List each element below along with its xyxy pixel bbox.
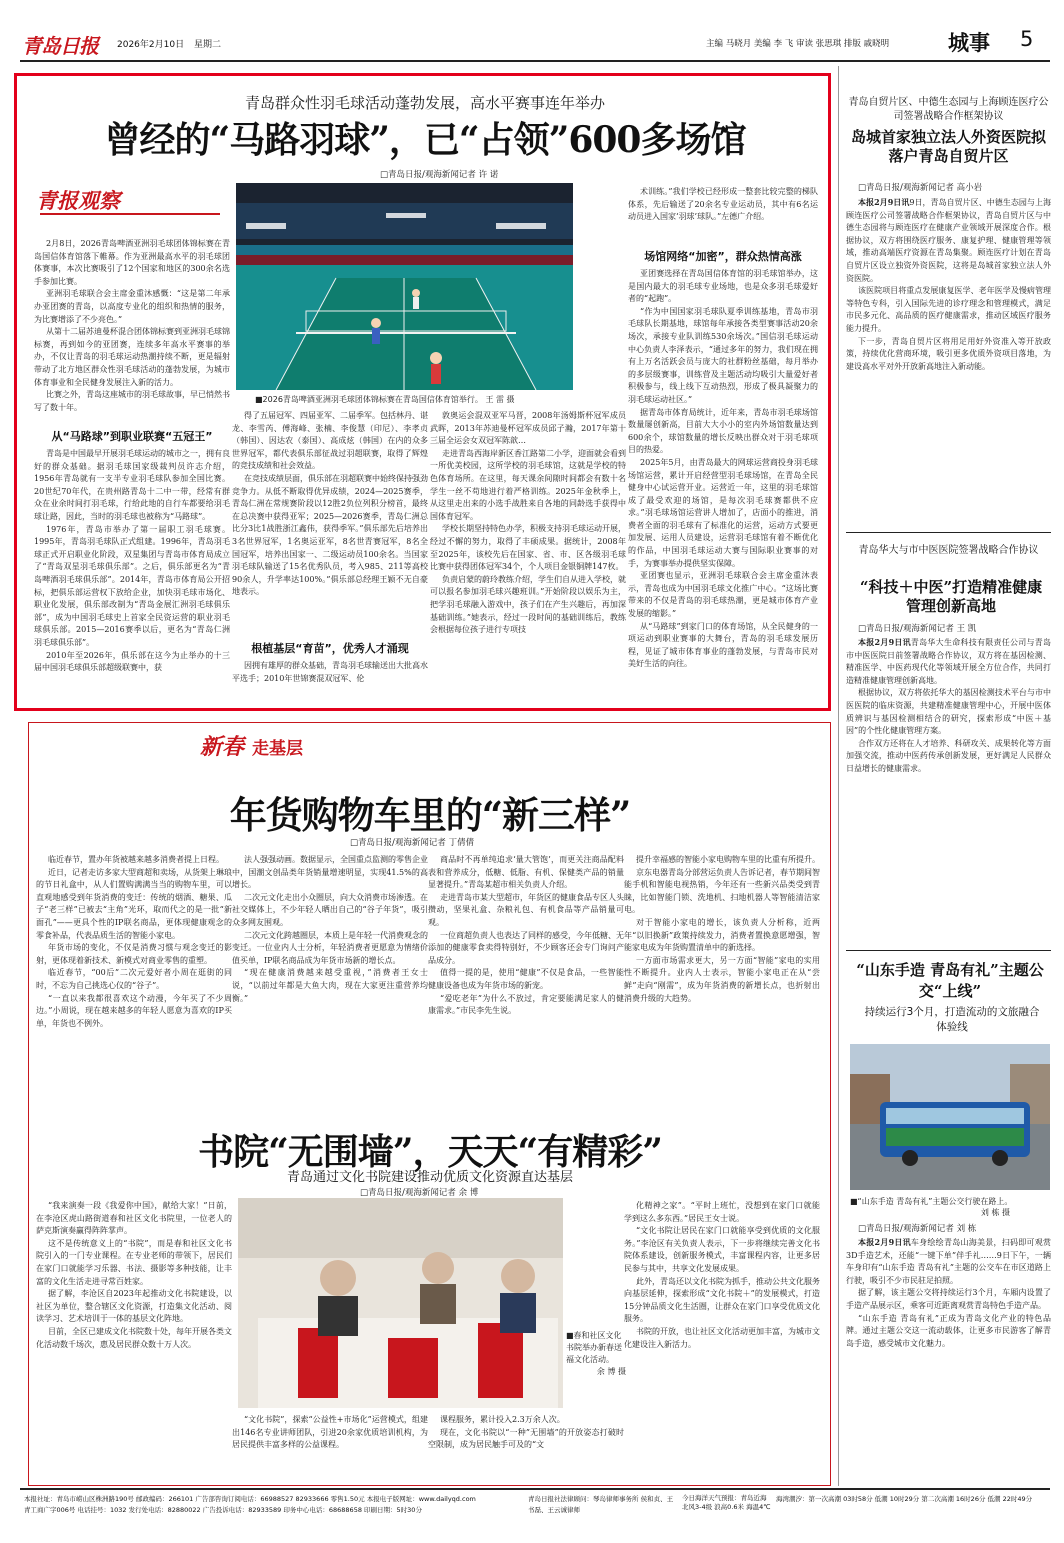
paragraph: 二次元文化跨越圈层，本质上是年轻一代消费观念的变迁。一位业内人士分析，年轻消费者更愿意为情绪价值买单，IP联名商品成为年货市场新的增长点。: [232, 930, 428, 965]
paragraph: 该医院项目将重点发展康复医学、老年医学及慢病管理等特色专科，引入国际先进的诊疗理念和管理模式，满足市民多元化、高品质的医疗健康需求，推动区域医疗服务能力提升。: [846, 286, 1051, 333]
paragraph: “文化书院让居民在家门口就能享受到优质的文化服务。”李沧区有关负责人表示，下一步将继续完善文化书院体系建设，创新服务模式，丰富课程内容，让更多居民参与其中，共享文化发展成果。: [624, 1226, 820, 1273]
hospital-byline: □青岛日报/观海新闻记者 王 凯: [858, 624, 977, 634]
paragraph: 车身绘绘青岛山海美景，扫码即可观赏3D手造艺术，还能“一键下单”伴手礼……9日下午，一辆车身印有“山东手造 青岛有礼”主题的公交车在市区道路上行驶，吸引不少市民驻足拍照。: [846, 1238, 1051, 1285]
paragraph: 根据协议，双方将依托华大的基因检测技术平台与市中医医院的临床资源，共建精准健康管理中心，开展中医体质辨识与基因检测相结合的研究，探索形成“中医＋基因”的个性化健康管理方案。: [846, 688, 1051, 736]
dateline: 本报2月9日讯: [858, 1237, 911, 1247]
lead-subhead-2: 根植基层“育苗”，优秀人才涌现: [251, 642, 409, 655]
paragraph: 得了五届冠军、四届亚军、二届季军。包括林丹、谌龙、李雪芮、傅海峰、张楠、李俊慧（印尼）、李孝贞（韩国）、因达农（泰国）、高成炫（韩国）在内的众多世界冠军，都代表俱乐部征战过羽超联赛，取得了辉煌的竞技成绩和社会效益。: [232, 411, 428, 471]
dateline: 本报2月9日讯: [858, 197, 910, 207]
spring-column-logo: [200, 730, 380, 762]
ftz-pre-title: 青岛自贸片区、中德生态园与上海顾连医疗公司签署战略合作框架协议: [848, 97, 1049, 122]
lead-col-1: [34, 238, 230, 418]
paragraph: 1976年，青岛市举办了第一届职工羽毛球赛。1995年，青岛羽毛球队正式组建。1996年，青岛羽毛球正式开启职业化阶段，双星集团与青岛市体育局成立了“青岛双星羽毛球俱乐部”。之后，俱乐部更名为“青岛啤酒羽毛球俱乐部”。2014年，青岛市体育局公开招标，把俱乐部运营权下放给企业，加快羽毛球市场化、职业化发展，俱乐部改制为“青岛金展汇洲羽毛球俱乐部”，成为中国羽毛球史上首家全民资运营的职业羽毛球俱乐部。2015—2016赛季以后，更名为“青岛仁洲羽毛球俱乐部”。: [34, 524, 230, 647]
paragraph: 临近春节，置办年货被越来越多消费者提上日程。: [48, 855, 224, 864]
paragraph: “我来演奏一段《我爱你中国》，献给大家！”日前，在李沧区虎山路街道春和社区文化书院里，一位老人的萨克斯演奏赢得阵阵掌声。: [36, 1201, 232, 1236]
bus-subtitle: 持续运行3个月，打造流动的文旅融合体验线: [864, 1006, 1040, 1033]
lead-col-2: [232, 410, 428, 625]
caption-text: ■春和社区文化书院举办新春送福文化活动。: [566, 1331, 622, 1364]
hospital-body: [846, 636, 1051, 944]
lead-subhead-1: 从“马路球”到职业联赛“五冠王”: [51, 430, 213, 443]
paragraph: 9日，青岛自贸片区、中德生态园与上海顾连医疗公司签署战略合作框架协议，青岛自贸片区与中德生态园将与顾连医疗在健康产业领域开展深度合作。根据协议，双方将围绕医疗服务、康复护理、健康管理等领域，推动高端医疗资源在青岛集聚。顾连医疗计划在青岛自贸片区设立独资外资医院，这将是岛城首家独立法人外资医院。: [846, 198, 1051, 283]
lead-kicker: 青岛群众性羽毛球活动蓬勃发展，高水平赛事连年举办: [244, 94, 605, 112]
column-logo-underline: [40, 213, 220, 215]
library-col-1: [36, 1200, 232, 1480]
paragraph: 青岛是中国最早开展羽毛球运动的城市之一，拥有良好的群众基础。据羽毛球国家级裁判员许志介绍，1956年青岛就有一支半专业羽毛球队参加全国比赛。20世纪70年代，在贵州路青岛十二中一带，经常有群众在业余时间打羽毛球，行给此地的自行车都要给羽毛球让路，因此，当时的羽毛球也被称为“马路球”。: [34, 449, 230, 521]
ftz-byline: □青岛日报/观海新闻记者 高小岩: [858, 183, 983, 193]
bus-headline: “山东手造 青岛有礼”主题公交“上线”: [856, 961, 1044, 1000]
footer-line-2: 青工商广字006号 电话挂号：1032 发行处电话：82880022 广告投诉电话：82933589 印务中心电话：68688658 印刷日期：5时30分: [24, 1506, 422, 1514]
paragraph: 化精神之家”。“平时上班忙，没想到在家门口就能学到这么多东西。”居民王女士说。: [624, 1201, 820, 1223]
paragraph: 亚洲羽毛球联合会主席金重沐感慨：“这是第二年承办亚团赛的青岛，以高度专业化的组织和热情的服务，为比赛增添了不少亮色。”: [34, 289, 230, 324]
spring-col-2: [232, 854, 428, 1114]
newspaper-logo: 青岛日报: [22, 34, 98, 58]
paragraph: 二次元文化走出小众圈层，向大众消费市场渗透。在社交媒体上，不少年轻人晒出自己的“谷子年货”，吸引众多网友围观。: [232, 892, 428, 927]
paragraph: 此外，青岛还以文化书院为抓手，推动公共文化服务向基层延伸，探索形成“文化书院＋”的发展模式，打造15分钟品质文化生活圈，让群众在家门口享受优质文化服务。: [624, 1276, 820, 1324]
bus-photo-caption: [850, 1196, 1050, 1218]
page-number: 5: [1020, 27, 1034, 51]
paragraph: 现在，文化书院以“一种”无围墙”的开放姿态打破时空限制，成为居民触手可及的“文: [428, 1427, 624, 1450]
paragraph: 提升幸福感的智能小家电购物车里的比重有所提升。: [636, 855, 820, 864]
paragraph: 2月8日，2026青岛啤酒亚洲羽毛球团体锦标赛在青岛国信体育馆落下帷幕。作为亚洲最高水平的羽毛球团体赛事，本次比赛吸引了12个国家和地区的300余名选手参加比赛。: [34, 239, 230, 286]
caption-text: ■“山东手造 青岛有礼”主题公交行驶在路上。: [850, 1197, 1013, 1206]
paragraph: 近日，记者走访多家大型商超和卖场，从货架上琳琅的节日礼盒中，从人们置购满满当当的购物车里，可以直观地感受到年货消费的变迁：传统的烟酒、糖果、瓜子“老三样”已被去“主角”光环，取而代之的是一批“新面孔”——更具个性的IP联名商品，更体现健康观念的零食补品，代表品质生活的智能小家电。: [36, 867, 232, 940]
paragraph: 学校长期坚持特色办学，积极支持羽毛球运动开展，经过不懈的努力，取得了丰硕成果。据统计，2008年至2025年，该校先后在国家、省、市、区各级羽毛球比赛中获得团体冠军34个，个人项目金银铜牌147枚。: [430, 524, 626, 572]
lead-byline: □青岛日报/观海新闻记者 许 诺: [380, 170, 499, 180]
footer-legal: 青岛日报社法律顾问：琴岛律师事务所 侯和贞、王书磊、王云诚律师: [528, 1495, 674, 1514]
paragraph: 亚团赛也显示，亚洲羽毛球联合会主席金重沐表示，青岛也成为中国羽毛球文化推广中心。“这场比赛带来的不仅是青岛的羽毛球热潮，更是城市体育产业发展的缩影。”: [628, 571, 818, 619]
spring-headline: 年货购物车里的“新三样”: [229, 793, 631, 837]
lead-subhead-3: 场馆网络“加密”，群众热情高涨: [644, 250, 802, 263]
ftz-headline: 岛城首家独立法人外资医院拟落户青岛自贸片区: [850, 128, 1046, 165]
library-byline: □青岛日报/观海新闻记者 余 博: [360, 1188, 479, 1198]
paragraph: 书院的开放，也让社区文化活动更加丰富，为城市文化建设注入新活力。: [624, 1326, 820, 1349]
column-logo-text: 青报观察: [36, 188, 120, 213]
paragraph: 2025年5月，由青岛最大的网球运营商投身羽毛球场馆运营，累计开启经营型羽毛球场馆，在青岛全民健身中心试运营开业。运营近一年，这里的羽毛球馆成了最受欢迎的场馆，是每次羽毛球赛都供不应求。”羽毛球场馆运营讲人增加了，店面小的推进，消费者全面的羽毛球有了标准化的运营，运动方式要更加发展、运用人员建设，运营羽毛球馆有着不断优化的作品，中国羽毛球运动大赛与国际职业赛事的对手，为赛事举办提供坚实保障。: [628, 457, 818, 568]
dateline: 本报2月9日讯: [858, 637, 911, 647]
sidebar-rule-1: [846, 532, 1051, 533]
ftz-body: [846, 196, 1051, 526]
paragraph: 亚团赛选择在青岛国信体育馆的羽毛球馆举办，这是国内最大的羽毛球专业场地，也是众多羽毛球爱好者的“起跑”。: [628, 269, 818, 304]
photo-credit: 余 博 摄: [596, 1367, 626, 1376]
paragraph: “现在健康消费越来越受重视，”消费者王女士说，“以前过年都是大鱼大肉，现在大家更注重营养均衡。”: [232, 968, 428, 1003]
paragraph: 从“马路球”到家门口的体育场馆，从全民健身的一项运动到职业赛事的大舞台，青岛的羽毛球发展历程，见证了城市体育事业的蓬勃发展，与青岛市民对美好生活的向往。: [628, 621, 818, 669]
sidebar-rule-2: [846, 950, 1051, 951]
paragraph: 负责启蒙的蔚玲教练介绍，学生们自从进入学校，就可以报名参加羽毛球兴趣班训。”开始阶段以娱乐为主，把学羽毛球融入游戏中，孩子们在产生兴趣后，再加深基础训练。”她表示，经过一段时间的基础训练后，教练会根据每位孩子进行专项技: [430, 574, 626, 635]
paragraph: 一位商超负责人也表达了同样的感受，今年低糖、无添加的健康零食卖得特别好，不少顾客还会专门询问产品成分。: [428, 930, 624, 965]
lead-headline: 曾经的“马路羽球”，已“占领”600多场馆: [104, 119, 746, 161]
paragraph: 走进青岛市某大型超市，年货区的健康食品专区人头攒动，坚果礼盒、杂粮礼包、有机食品等产品销量可观。: [428, 892, 624, 927]
issue-weekday: 星期二: [194, 40, 222, 50]
paragraph: 合作双方还将在人才培养、科研攻关、成果转化等方面加强交流，推动中医药传承创新发展，更好满足人民群众日益增长的健康需求。: [846, 738, 1051, 773]
issue-date: 2026年2月10日: [117, 40, 185, 50]
paragraph: “作为中国国家羽毛球队夏季训练基地，青岛市羽毛球队长期基地，球馆每年承接各类型赛事活动20余场次，承接专业队训练530余场次。”国信羽毛球运动中心负责人李泽表示，“通过多年的努力，我们现在拥有上万名活跃会员与庞大的社群粉丝基础，每月举办的多层级赛事，训练营及主题活动均吸引大量爱好者积极参与，线上线下互动热烈，形成了极具凝聚力的羽毛球运动社区。”: [628, 306, 818, 404]
paragraph: 青岛华大生命科技有限责任公司与青岛市中医医院日前签署战略合作协议，双方将在基因检测、精准医学、中医药现代化等领域开展全方位合作，共同打造精准健康管理创新高地。: [846, 638, 1051, 685]
spring-byline: □青岛日报/观海新闻记者 丁倩倩: [350, 838, 475, 848]
library-subtitle: 青岛通过文化书院建设推动优质文化资源直达基层: [286, 1170, 573, 1185]
lead-col-4b: [628, 268, 818, 700]
hospital-pre-title: 青岛华大与市中医医院签署战略合作协议: [858, 545, 1039, 556]
spring-logo-a: 新春: [200, 734, 245, 760]
paragraph: 目前，全区已建成文化书院数十处，每年开展各类文化活动数千场次，惠及居民群众数十万人次。: [36, 1326, 232, 1349]
library-photo: [238, 1198, 563, 1408]
paragraph: “文化书院”，探索“公益性+市场化”运营模式，组建出146名专业讲师团队，引进20余家优质培训机构，为居民提供丰富多样的公益课程。: [232, 1415, 428, 1450]
paragraph: 比赛之外，青岛这座城市的羽毛球故事，早已悄然书写了数十年。: [34, 390, 230, 412]
paragraph: 敦奥运会混双亚军马晋，2008年汤姆斯杯冠军成员武晖，2013年苏迪曼杯冠军成员邱子瀚，2017年第十三届全运会女双冠军陈歆…: [430, 411, 626, 446]
footer-rule: [20, 1488, 1050, 1490]
paragraph: 据青岛市体育局统计，近年来，青岛市羽毛球场馆数量屡创新高，目前大大小小的室内外场馆数量达到600余个，球馆数量的增长反映出群众对于羽毛球项目的热爱。: [628, 407, 818, 455]
lead-col-3: [430, 410, 626, 700]
bus-photo: [850, 1044, 1050, 1190]
editor-credits: 主编 马晓月 美编 李 飞 审读 张思琪 排版 戚晓明: [706, 39, 890, 49]
paragraph: “一直以来我都很喜欢这个动漫，今年买了不少周边。”小周说，现在越来越多的年轻人愿意为喜欢的IP买单，年货也不例外。: [36, 993, 232, 1028]
bus-body: [846, 1236, 1051, 1480]
sidebar-divider: [838, 66, 839, 1486]
footer-info: [24, 1494, 524, 1516]
library-photo-caption: [566, 1330, 626, 1378]
paragraph: 从第十二届苏迪曼杯混合团体锦标赛到亚洲羽毛球锦标赛，再到如今的亚团赛，连续多年高水平赛事的举办，不仅让青岛的羽毛球运动热潮持续不断，更是辐射带动了北方地区群众性羽毛球活动的蓬勃发展，为城市体育事业和全民健身发展注入新的活力。: [34, 327, 230, 387]
paragraph: 据了解，李沧区自2023年起推动文化书院建设，以社区为单位，整合辖区文化资源，打造集文化活动、阅读学习、艺术培训于一体的基层文化阵地。: [36, 1289, 232, 1324]
lead-col-4: [628, 186, 818, 238]
paragraph: 在竞技成绩层面，俱乐部在羽超联赛中始终保持强劲竞争力。从低不断取得优异成绩，2024—2025赛季，青岛仁洲在常规赛阶段以12胜2负位列积分榜首，最终在总决赛中获得亚军；2025—2026赛季，青岛仁洲总比分3比1战胜浙江鑫伟，获得季军。”俱乐部先后培养出3名世界冠军，1名奥运亚军，8名世青赛冠军，8名全国冠军，培养出国家一、二级运动员100余名。当国家羽毛球队输送了15名优秀队员，考入985、211等高校90余人，升学率达100%。”俱乐部总经理王颖不无自豪地表示。: [232, 473, 428, 597]
paragraph: “山东手造 青岛有礼”正成为青岛文化产业的特色品牌。通过主题公交这一流动载体，让更多市民游客了解青岛手造，感受城市文化魅力。: [846, 1313, 1051, 1348]
lead-photo-caption: ■2026青岛啤酒亚洲羽毛球团体锦标赛在青岛国信体育馆举行。 王 雷 摄: [255, 395, 515, 404]
paragraph: 据了解，该主题公交将持续运行3个月，车厢内设置了手造产品展示区，乘客可近距离观赏青岛特色手造产品。: [846, 1288, 1051, 1310]
footer-line-1: 本报社址：青岛市崂山区株洲路190号 邮政编码：266101 广告部咨询订阅电话：66988527 82933666 零售1.50元 本报电子版网址：www.dailyqd.com: [24, 1495, 476, 1503]
paragraph: “爱吃老年”为什么不放过，肯定要能满足家人的健康需求。”市民李先生说。: [428, 993, 624, 1016]
spring-col-4: [624, 854, 820, 1114]
lead-col-1b: [34, 448, 230, 698]
library-col-2: [232, 1414, 428, 1478]
bus-byline: □青岛日报/观海新闻记者 刘 栋: [858, 1224, 977, 1234]
masthead-rule: [20, 60, 1050, 62]
section-name: 城事: [948, 31, 990, 55]
library-headline: 书院“无围墙”，天天“有精彩”: [198, 1131, 662, 1173]
spring-col-3: [428, 854, 624, 1114]
paragraph: 商品时不再单纯追求‘量大管饱’，而更关注商品配料表和营养成分，低糖、低脂、有机、保健类产品的销量显著提升。”青岛某超市相关负责人介绍。: [428, 855, 624, 890]
paragraph: 一方面市场需求更大，另一方面“智能”家电的实用性不断提升。业内人士表示，智能小家电正在从“尝鲜”走向“刚需”，成为年货消费的新增长点，也折射出消费升级的大趋势。: [624, 955, 820, 1003]
library-col-4: [624, 1200, 820, 1478]
paragraph: 临近春节，“00后”二次元爱好者小周在逛街的同时，不忘为自己挑选心仪的“谷子”。: [36, 968, 232, 990]
lead-col-2b: [232, 660, 428, 700]
paragraph: 法人强强动画。数据显示，全国重点监测的零售企业中，国潮文创品类年货销量增速明显，实现41.5%的高增长。: [232, 855, 428, 890]
paragraph: 这不是传统意义上的“书院”，而是春和社区文化书院引入的一门专业课程。在专业老师的带领下，居民们在家门口就能学习乐器、书法、摄影等多种技能，让丰富的文化生活走进寻常百姓家。: [36, 1238, 232, 1286]
paragraph: 值得一提的是，使用“健康”不仅是食品，一些智能健康设备也成为年货市场的新宠。: [428, 968, 624, 990]
column-logo: [36, 185, 232, 225]
paragraph: 对于智能小家电的增长，该负责人分析称，近两年“以旧换新”政策持续发力，消费者置换意愿增强，智能家电成为年货购置清单中的新选择。: [624, 917, 820, 953]
hospital-headline: “科技＋中医”打造精准健康管理创新高地: [859, 578, 1043, 615]
paragraph: 下一步，青岛自贸片区将用足用好外资准入等开放政策，持续优化营商环境，吸引更多优质外资项目落地，为建设高水平对外开放新高地注入新动能。: [846, 336, 1051, 371]
footer-weather: 今日海洋天气预报：青岛近海 北风3-4级 浪高0.6米 海温4℃: [682, 1494, 771, 1511]
badminton-photo: [236, 183, 573, 390]
paragraph: 因拥有雄厚的群众基础，青岛羽毛球输送出大批高水平选手；2010年世锦赛混双冠军、伦: [232, 661, 428, 683]
paragraph: 年货市场的变化，不仅是消费习惯与观念变迁的影射，更体现着新技术、新模式对商业零售的重塑。: [36, 943, 232, 965]
spring-logo-b: 走基层: [252, 739, 303, 759]
paragraph: 京东电器青岛分部营运负责人告诉记者，春节期间智能手机和智能电视热销，今年还有一些新兴品类受到青睐，比如智能门锁、洗地机、扫地机器人等智能清洁家电。: [624, 867, 820, 915]
paragraph: 术训练。”我们学校已经形成一整套比较完整的梯队体系，先后输送了20余名专业运动员，其中有6名运动员进入国家‘羽球’球队。”左德广介绍。: [628, 187, 818, 222]
paragraph: 2010年至2026年，俱乐部在这今为止举办的十三届中国羽毛球俱乐部超级联赛中，获: [34, 650, 230, 673]
photo-credit: 刘 栋 摄: [980, 1208, 1010, 1217]
footer-tide: 海湾潮汐：第一次高潮 03时58分 低潮 10时29分 第二次高潮 16时26分 低潮 22时49分: [776, 1495, 1033, 1503]
library-col-3: [428, 1414, 624, 1478]
spring-col-1: [36, 854, 232, 1114]
paragraph: 课程服务，累计投入2.3万余人次。: [440, 1415, 565, 1424]
paragraph: 走进青岛西海岸新区香江路第二小学，迎面就会看到一所优美校园，这所学校的羽毛球馆，这就是学校的特色体育场所。在这里，每天课余间隙时间都会有数十名学生一丝不苟地进行着严格训练。2025年金秋季上，从这里走出来的小选手战胜来自各地的同龄选手获得中国体育冠军。: [430, 448, 626, 521]
